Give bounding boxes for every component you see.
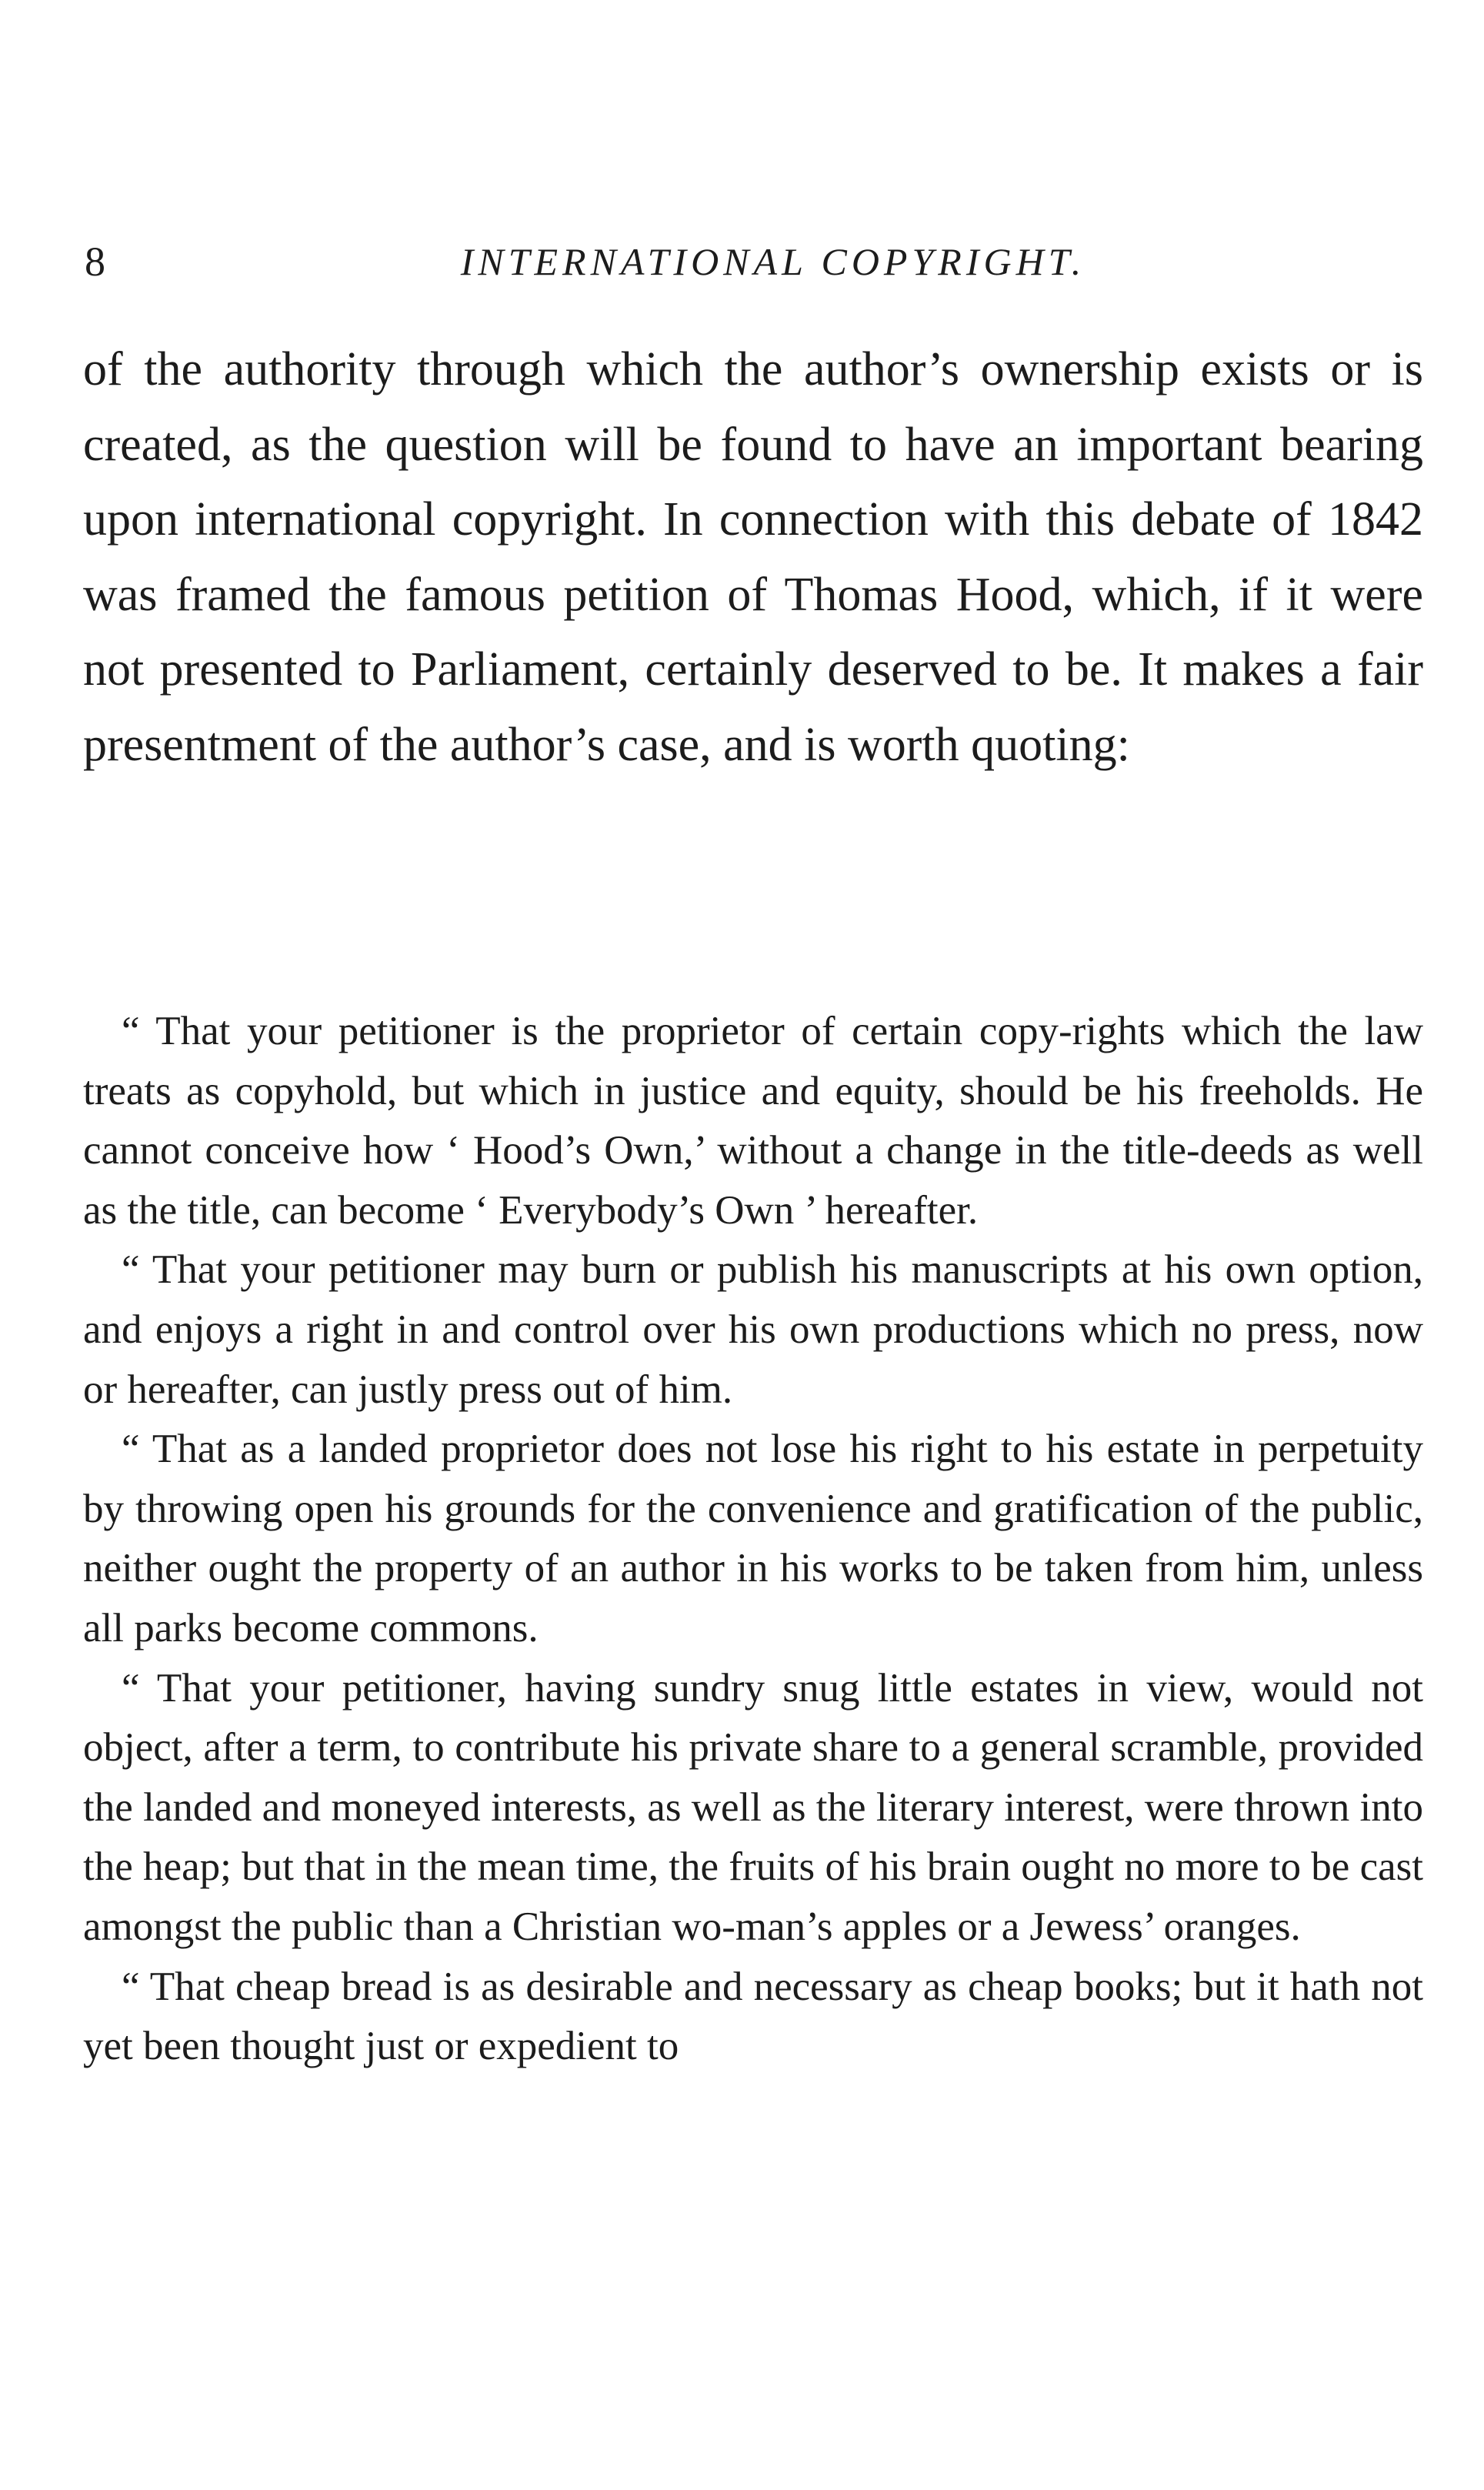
page-header <box>85 231 1431 292</box>
quote-paragraph-3: “ That as a landed proprietor does not lose his right to his estate in perpetuity by throwing open his grounds for the convenience and gratification of the public, neither ought the property of an author in his works to be taken from him, unless all parks become commons. <box>83 1427 1423 1651</box>
quote-paragraph-1: “ That your petitioner is the proprietor of certain copy-rights which the law treats as copyhold, but which in justice and equity, should be his freeholds. He cannot conceive how ‘ Hood’s Own,’ without a change in the title-deeds as well as the title, can become ‘ Everybody’s Own ’ hereafter. <box>83 1009 1423 1233</box>
quote-paragraph-5: “ That cheap bread is as desirable and necessary as cheap books; but it hath not yet been thought just or expedient to <box>83 1964 1423 2069</box>
body-paragraph: of the authority through which the author’s ownership exists or is created, as the question will be found to have an important bearing upon international copyright. In connection with this debate of 1842 was framed the famous petition of Thomas Hood, which, if it were not presented to Parliament, certainly deserved to be. It makes a fair presentment of the author’s case, and is worth quoting: <box>83 343 1423 771</box>
quote-paragraph-4: “ That your petitioner, having sundry snug little estates in view, would not object, after a term, to contribute his private share to a general scramble, provided the landed and moneyed interests, as well as the literary interest, were thrown into the heap; but that in the mean time, the fruits of his brain ought no more to be cast amongst the public than a Christian wo-man’s apples or a Jewess’ oranges. <box>83 1665 1423 1949</box>
page-number: 8 <box>85 239 105 285</box>
petition-quote <box>83 1002 1423 2077</box>
running-title: INTERNATIONAL COPYRIGHT. <box>460 240 1086 283</box>
quote-paragraph-2: “ That your petitioner may burn or publish his manuscripts at his own option, and enjoys a right in and control over his own productions which no press, now or hereafter, can justly press out of him. <box>83 1247 1423 1412</box>
